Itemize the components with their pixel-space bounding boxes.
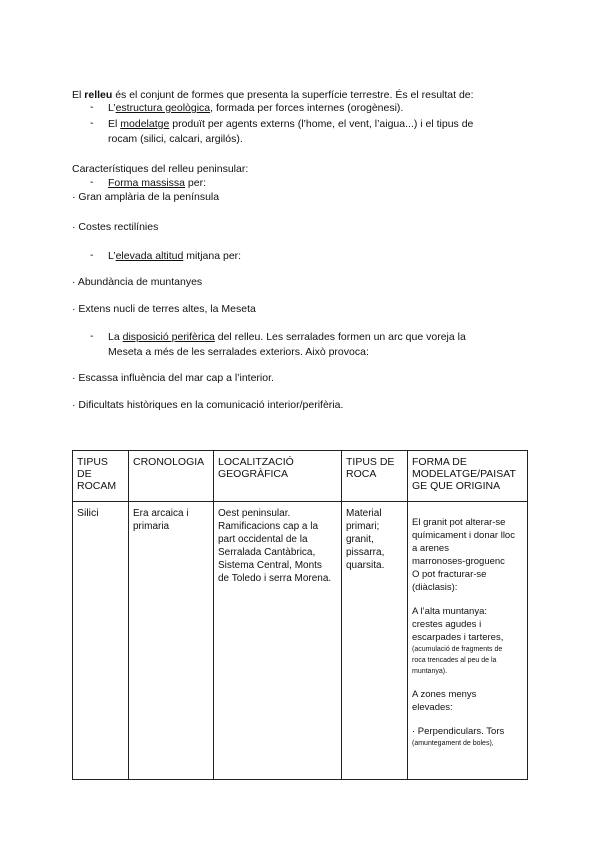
- char-item: · Gran amplària de la península: [72, 191, 220, 203]
- char-bullet-1: Forma massissa per:: [108, 177, 207, 189]
- header-cronologia: CRONOLOGIA: [129, 451, 214, 502]
- char-bullet-3-continuation: Meseta a més de les serralades exteriors. Això provoca:: [108, 346, 369, 358]
- underlined-term: elevada altitud: [115, 250, 184, 262]
- cell-localitzacio: Oest peninsular. Ramificacions cap a la part occidental de la Serralada Cantàbrica, Sistema Central, Monts de Toledo i serra Morena.: [214, 502, 342, 780]
- header-localitzacio: LOCALITZACIÓ GEOGRÀFICA: [214, 451, 342, 502]
- char-item: · Escassa influència del mar cap a l’interior.: [72, 372, 274, 384]
- cell-modelatge: El granit pot alterar-se químicament i donar lloc a arenes marronoses-groguenc O pot fracturar-se (diàclasis): A l’alta muntanya: crestes agudes i escarpades i tarteres, (acumulació de fragments de roca trencades al peu de la muntanya). A zones menys elevades: · Perpendiculars. Tors (amuntegament de boles),: [408, 502, 528, 780]
- char-item: · Costes rectilínies: [72, 221, 159, 233]
- underlined-term: estructura geològica: [115, 102, 211, 114]
- char-item: · Extens nucli de terres altes, la Meseta: [72, 303, 256, 315]
- cell-tipus: Silici: [73, 502, 129, 780]
- intro-prefix: El: [72, 89, 85, 101]
- characteristics-title: Característiques del relleu peninsular:: [72, 163, 249, 175]
- intro-bullet-2: El modelatge produït per agents externs (l’home, el vent, l’aigua...) i el tipus de: [108, 118, 474, 130]
- intro-suffix: és el conjunt de formes que presenta la superfície terrestre. És el resultat de:: [112, 89, 474, 101]
- bullet-dash: -: [90, 101, 94, 113]
- bullet-dash: -: [90, 176, 94, 188]
- bullet-dash: -: [90, 249, 94, 261]
- intro-term: relleu: [84, 89, 113, 101]
- rock-type-table: [72, 450, 528, 780]
- header-tipus-roca: TIPUS DE ROCA: [342, 451, 408, 502]
- char-bullet-3: La disposició perifèrica del relleu. Les serralades formen un arc que voreja la: [108, 331, 466, 343]
- header-tipus-rocam: TIPUS DE ROCAM: [73, 451, 129, 502]
- char-item: · Abundància de muntanyes: [72, 276, 203, 288]
- header-modelatge: FORMA DE MODELATGE/PAISAT GE QUE ORIGINA: [408, 451, 528, 502]
- bullet-dash: -: [90, 117, 94, 129]
- underlined-term: disposició perifèrica: [122, 331, 215, 343]
- cell-roca: Material primari; granit, pissarra, quarsita.: [342, 502, 408, 780]
- char-item: · Dificultats històriques en la comunicació interior/perifèria.: [72, 399, 344, 411]
- char-bullet-2: L’elevada altitud mitjana per:: [108, 250, 242, 262]
- table-header-row: [73, 451, 528, 502]
- table-row: [73, 502, 528, 780]
- intro-bullet-1: L’estructura geològica, formada per forces internes (orogènesi).: [108, 102, 404, 114]
- intro-paragraph: [72, 88, 474, 102]
- underlined-term: modelatge: [120, 118, 170, 130]
- underlined-term: Forma massissa: [108, 177, 186, 189]
- intro-bullet-2-continuation: rocam (silici, calcari, argilós).: [108, 133, 243, 145]
- cell-cronologia: Era arcaica i primaria: [129, 502, 214, 780]
- bullet-dash: -: [90, 330, 94, 342]
